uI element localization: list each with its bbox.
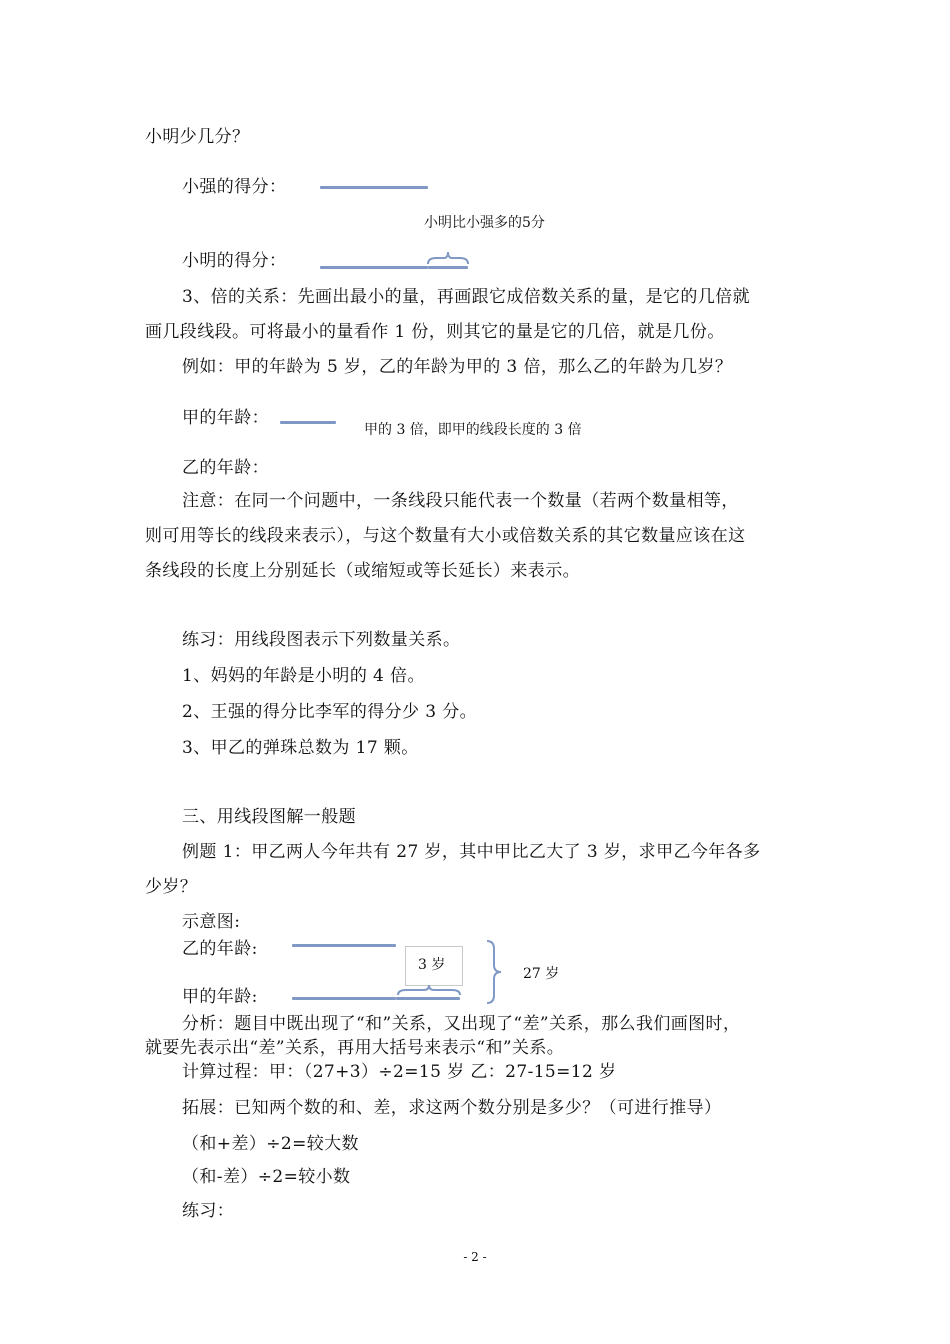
note-difference-5: 小明比小强多的5分 xyxy=(424,215,545,231)
page-number: - 2 - xyxy=(463,1250,487,1264)
brace-diagram-difference-icon xyxy=(396,983,462,997)
practice-item-2: 2、王强的得分比李军的得分少 3 分。 xyxy=(182,702,478,722)
label-diagram-yi-age: 乙的年龄: xyxy=(182,939,258,959)
difference-label: 3 岁 xyxy=(418,957,446,973)
example-multiple: 例如：甲的年龄为 5 岁，乙的年龄为甲的 3 倍，那么乙的年龄为几岁？ xyxy=(182,357,733,377)
segment-xiaoming-extra xyxy=(428,266,468,269)
example-1-line-1: 例题 1：甲乙两人今年共有 27 岁，其中甲比乙大了 3 岁，求甲乙今年各多 xyxy=(182,842,761,862)
label-jia-age: 甲的年龄： xyxy=(182,408,269,428)
example-1-line-2: 少岁？ xyxy=(145,877,198,897)
calculation-line: 计算过程：甲：（27+3）÷2=15 岁 乙：27-15=12 岁 xyxy=(182,1062,617,1082)
brace-sum-icon xyxy=(485,939,505,1005)
segment-jia xyxy=(280,421,336,424)
practice-item-1: 1、妈妈的年龄是小明的 4 倍。 xyxy=(182,666,425,686)
sum-label: 27 岁 xyxy=(523,966,560,982)
segment-diagram-jia-extra xyxy=(396,997,460,1000)
note-paragraph-2: 则可用等长的线段来表示），与这个数量有大小或倍数关系的其它数量应该在这 xyxy=(145,526,746,546)
label-xiaoqiang-score: 小强的得分： xyxy=(182,177,287,197)
segment-xiaoqiang xyxy=(320,186,428,189)
extension-line: 拓展：已知两个数的和、差，求这两个数分别是多少？（可进行推导） xyxy=(182,1098,722,1118)
section-heading-3: 三、用线段图解一般题 xyxy=(182,807,356,827)
practice-item-3: 3、甲乙的弹珠总数为 17 颗。 xyxy=(182,738,419,758)
paragraph-multiple-1: 3、倍的关系：先画出最小的量，再画跟它成倍数关系的量，是它的几倍就 xyxy=(182,287,751,307)
note-paragraph-3: 条线段的长度上分别延长（或缩短或等长延长）来表示。 xyxy=(145,561,580,581)
question-continuation: 小明少几分？ xyxy=(145,127,250,147)
analysis-line-2: 就要先表示出“差”关系，再用大括号来表示“和”关系。 xyxy=(145,1038,565,1058)
segment-diagram-jia-base xyxy=(292,997,396,1000)
practice-heading: 练习：用线段图表示下列数量关系。 xyxy=(182,630,461,650)
segment-xiaoming-base xyxy=(320,266,428,269)
label-xiaoming-score: 小明的得分： xyxy=(182,251,287,271)
label-yi-age: 乙的年龄： xyxy=(182,458,269,478)
formula-larger: （和+差）÷2=较大数 xyxy=(182,1134,359,1154)
note-paragraph-1: 注意：在同一个问题中，一条线段只能代表一个数量（若两个数量相等， xyxy=(182,491,739,511)
segment-diagram-yi xyxy=(292,944,396,947)
note-triple: 甲的 3 倍，即甲的线段长度的 3 倍 xyxy=(364,422,582,438)
diagram-label: 示意图: xyxy=(182,912,241,932)
brace-difference-icon xyxy=(426,250,470,266)
label-diagram-jia-age: 甲的年龄: xyxy=(182,987,258,1007)
formula-smaller: （和-差）÷2=较小数 xyxy=(182,1167,351,1187)
practice-label-2: 练习： xyxy=(182,1201,235,1221)
paragraph-multiple-2: 画几段线段。可将最小的量看作 1 份，则其它的量是它的几倍，就是几份。 xyxy=(145,322,725,342)
analysis-line-1: 分析：题目中既出现了“和”关系，又出现了“差”关系，那么我们画图时， xyxy=(182,1014,741,1034)
